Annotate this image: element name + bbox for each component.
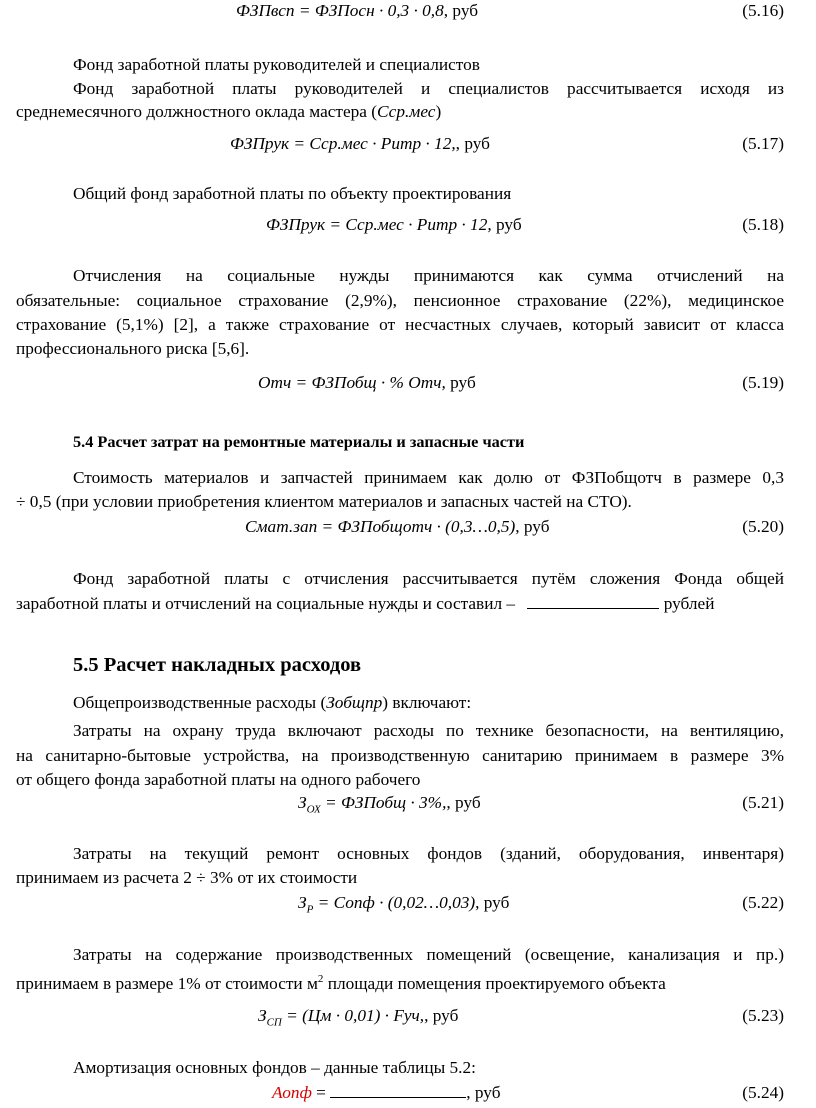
text: заработной платы и отчислений на социальные нужды и составил – bbox=[16, 594, 516, 613]
formula-unit: , руб bbox=[424, 1006, 459, 1025]
formula-unit: , руб bbox=[466, 1083, 501, 1102]
formula-subscript: СП bbox=[266, 1016, 282, 1029]
section-heading-5-5: 5.5 Расчет накладных расходов bbox=[73, 654, 362, 676]
formula-unit: , руб bbox=[475, 893, 510, 912]
paragraph-line: ÷ 0,5 (при условии приобретения клиентом материалов и запасных частей на СТО). bbox=[16, 492, 632, 511]
formula: = ФЗПобщ · 3%, bbox=[320, 793, 447, 812]
formula: Отч = ФЗПобщ · % Отч, bbox=[258, 373, 446, 392]
equation-number: (5.21) bbox=[742, 793, 784, 812]
formula: ФЗПрук = Ссp.мес · Ритр · 12, bbox=[266, 215, 492, 234]
equation-5-24 bbox=[272, 1082, 501, 1104]
paragraph-line: на санитарно-бытовые устройства, на производственную санитарию принимаем в размере 3% bbox=[16, 746, 784, 765]
paragraph-line: принимаем из расчета 2 ÷ 3% от их стоимости bbox=[16, 868, 358, 887]
paragraph-line: Отчисления на социальные нужды принимаются как сумма отчислений на bbox=[73, 266, 784, 285]
paragraph-title: Фонд заработной платы руководителей и специалистов bbox=[73, 55, 480, 74]
formula: ФЗПрук = Ссp.мес · Ритр · 12, bbox=[230, 134, 456, 153]
formula-symbol: Аопф bbox=[272, 1083, 312, 1102]
formula-unit: , руб bbox=[515, 517, 550, 536]
paragraph-line bbox=[73, 692, 784, 714]
fill-in-blank bbox=[527, 593, 659, 609]
paragraph-line bbox=[16, 593, 784, 615]
formula: ФЗПвсп = ФЗПосн · 0,3 · 0,8 bbox=[236, 1, 444, 20]
text: рублей bbox=[659, 594, 715, 613]
superscript: 2 bbox=[317, 973, 324, 985]
paragraph-line: Затраты на содержание производственных помещений (освещение, канализация и пр.) bbox=[73, 945, 784, 964]
text: принимаем в размере 1% от стоимости м bbox=[16, 973, 318, 993]
formula-symbol: З bbox=[298, 893, 307, 912]
formula-unit: руб bbox=[491, 215, 522, 234]
paragraph-line bbox=[16, 968, 784, 995]
variable: Зобщпр bbox=[326, 693, 383, 712]
paragraph-line: Затраты на текущий ремонт основных фондов (зданий, оборудования, инвентаря) bbox=[73, 844, 784, 863]
paragraph-line: профессионального риска [5,6]. bbox=[16, 339, 250, 358]
equation-number: (5.16) bbox=[742, 1, 784, 20]
paragraph-line: Амортизация основных фондов – данные таблицы 5.2: bbox=[73, 1058, 476, 1077]
equation-5-23 bbox=[258, 1005, 458, 1033]
equation-number: (5.19) bbox=[742, 373, 784, 392]
equation-number: (5.22) bbox=[742, 893, 784, 912]
equation-number: (5.23) bbox=[742, 1006, 784, 1025]
text: Общепроизводственные расходы ( bbox=[73, 693, 327, 712]
paragraph-line: Затраты на охрану труда включают расходы по технике безопасности, на вентиляцию, bbox=[73, 721, 784, 740]
equation-5-19 bbox=[258, 372, 476, 394]
paragraph-line: от общего фонда заработной платы на одного рабочего bbox=[16, 770, 421, 789]
equation-number: (5.20) bbox=[742, 517, 784, 536]
paragraph-line: Стоимость материалов и запчастей принимаем как долю от ФЗПобщотч в размере 0,3 bbox=[73, 468, 784, 487]
paragraph-line: Фонд заработной платы с отчисления рассчитывается путём сложения Фонда общей bbox=[73, 569, 784, 588]
equation-number: (5.24) bbox=[742, 1083, 784, 1102]
formula-symbol: З bbox=[298, 793, 307, 812]
equation-5-17 bbox=[230, 133, 490, 155]
formula-subscript: Р bbox=[306, 903, 314, 916]
paragraph-line bbox=[16, 101, 784, 123]
variable: Ссp.мес bbox=[377, 102, 436, 121]
text: ) bbox=[435, 102, 442, 121]
equation-number: (5.17) bbox=[742, 134, 784, 153]
equation-number: (5.18) bbox=[742, 215, 784, 234]
text: ) включают: bbox=[382, 693, 472, 712]
text: среднемесячного должностного оклада мастера ( bbox=[16, 102, 378, 121]
formula: = (Цм · 0,01) · Fуч, bbox=[281, 1006, 425, 1025]
equation-5-22 bbox=[298, 892, 509, 920]
formula: = Сопф · (0,02…0,03) bbox=[313, 893, 476, 912]
formula-unit: , руб bbox=[455, 134, 490, 153]
equation-5-20 bbox=[245, 516, 550, 538]
text: площади помещения проектируемого объекта bbox=[323, 973, 666, 993]
formula-unit: , руб bbox=[446, 793, 481, 812]
formula-unit: , руб bbox=[443, 1, 479, 20]
paragraph-line: страхование (5,1%) [2], а также страхование от несчастных случаев, который зависит от класса bbox=[16, 315, 784, 334]
fill-in-blank bbox=[330, 1082, 466, 1098]
paragraph-line: обязательные: социальное страхование (2,9%), пенсионное страхование (22%), медицинское bbox=[16, 291, 784, 310]
paragraph-line: Фонд заработной платы руководителей и специалистов рассчитывается исходя из bbox=[73, 79, 784, 98]
equation-5-21 bbox=[298, 792, 481, 820]
formula: Смат.зап = ФЗПобщотч · (0,3…0,5) bbox=[245, 517, 516, 536]
formula-subscript: ОХ bbox=[306, 803, 321, 816]
formula-equals: = bbox=[311, 1083, 331, 1102]
equation-5-16 bbox=[236, 0, 478, 22]
paragraph-line: Общий фонд заработной платы по объекту проектирования bbox=[73, 184, 512, 203]
equation-5-18 bbox=[266, 214, 522, 236]
formula-unit: руб bbox=[445, 373, 476, 392]
section-heading-5-4: 5.4 Расчет затрат на ремонтные материалы и запасные части bbox=[73, 432, 525, 451]
formula-symbol: З bbox=[258, 1006, 267, 1025]
